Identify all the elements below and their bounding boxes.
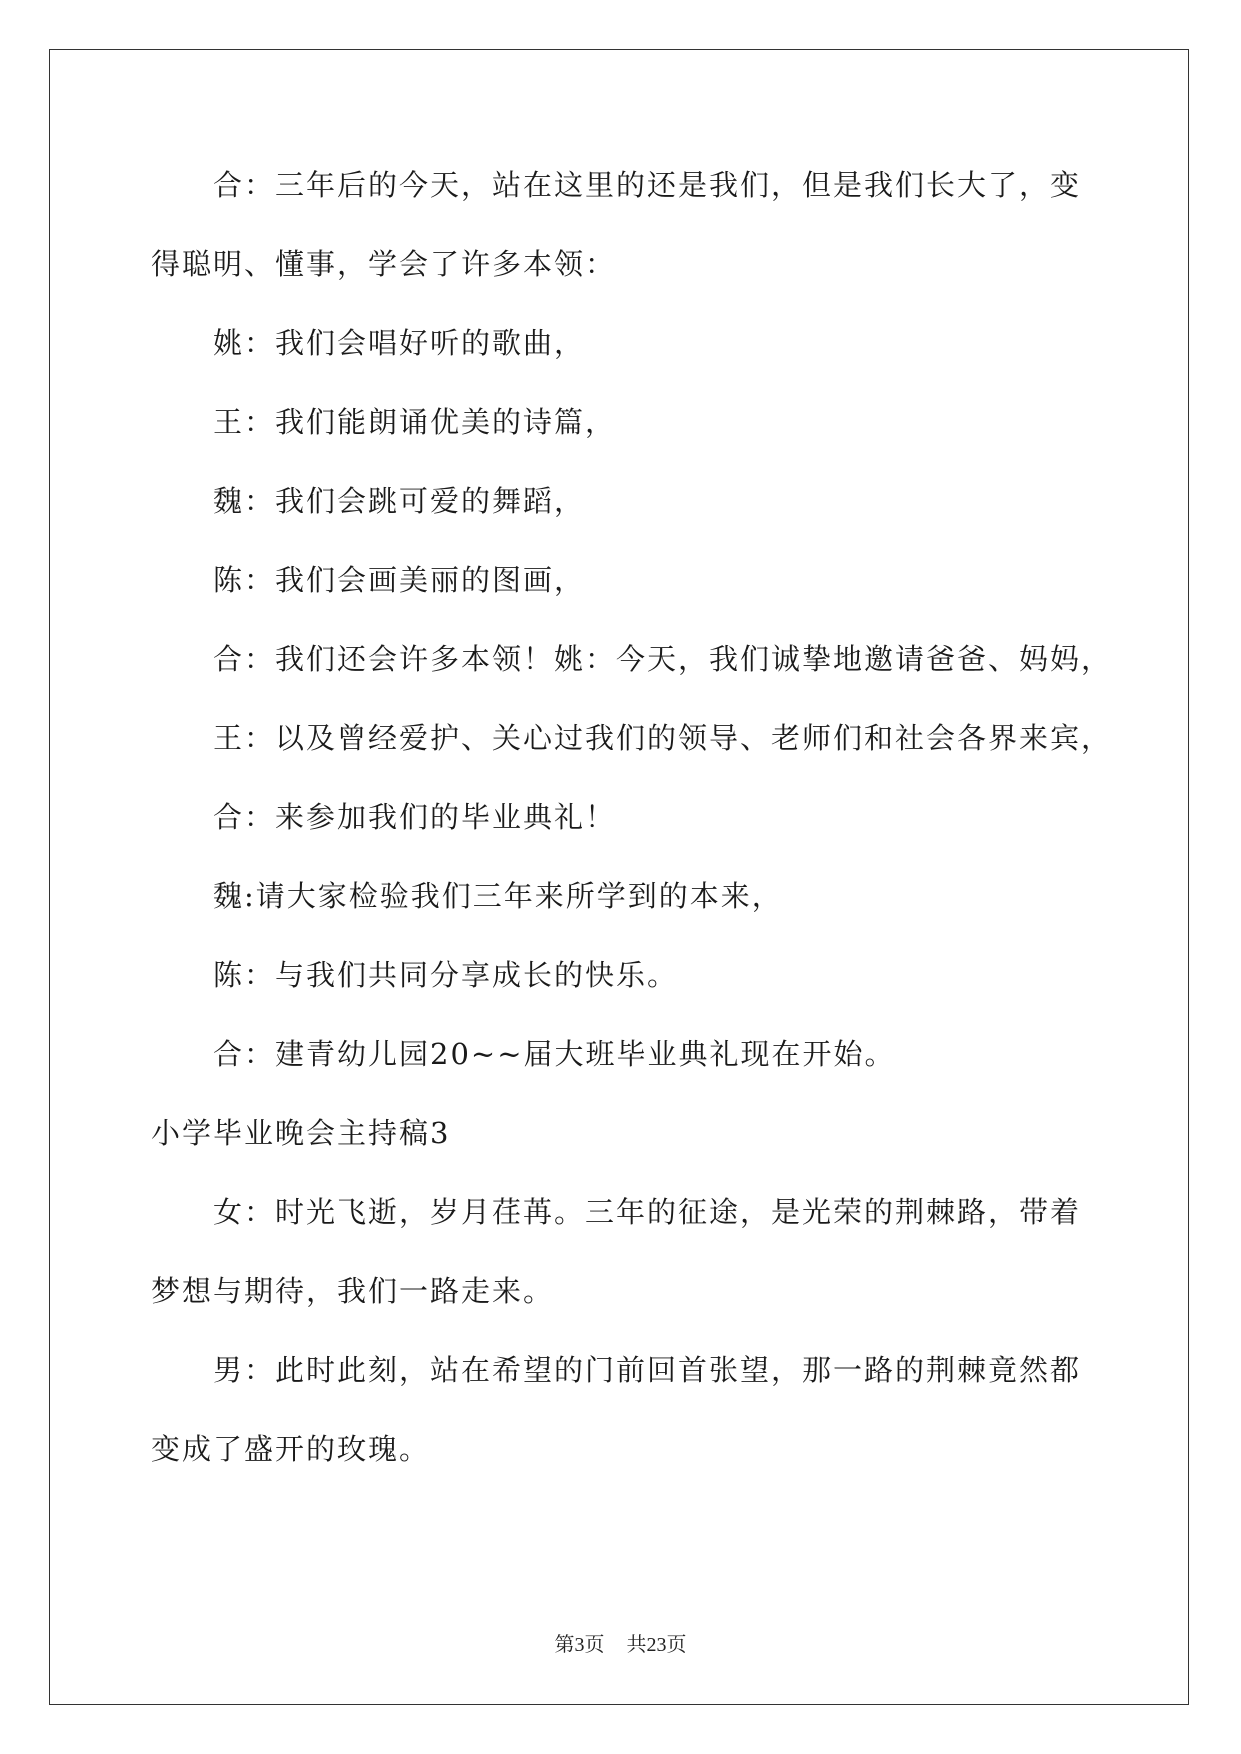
paragraph-line: 陈：与我们共同分享成长的快乐。 [213,958,679,992]
page-footer [0,1628,1241,1657]
paragraph-line: 男：此时此刻，站在希望的门前回首张望，那一路的荆棘竟然都 [213,1353,1082,1387]
paragraph-line: 王：以及曾经爱护、关心过我们的领导、老师们和社会各界来宾， [213,721,1113,755]
paragraph-line: 合：建青幼儿园20~~届大班毕业典礼现在开始。 [213,1037,896,1071]
paragraph-line: 合：我们还会许多本领！姚：今天，我们诚挚地邀请爸爸、妈妈， [213,642,1113,676]
page-number: 第3页 [554,1634,605,1656]
paragraph-line: 陈：我们会画美丽的图画， [213,563,586,597]
paragraph-line: 得聪明、懂事，学会了许多本领： [151,247,617,281]
section-heading: 小学毕业晚会主持稿3 [151,1116,451,1150]
paragraph-line: 姚：我们会唱好听的歌曲， [213,326,586,360]
paragraph-line: 女：时光飞逝，岁月荏苒。三年的征途，是光荣的荆棘路，带着 [213,1195,1082,1229]
paragraph-line: 合：三年后的今天，站在这里的还是我们，但是我们长大了，变 [213,168,1082,202]
paragraph-line: 梦想与期待，我们一路走来。 [151,1274,555,1308]
paragraph-line: 魏:请大家检验我们三年来所学到的本来， [213,879,783,913]
total-pages: 共23页 [626,1634,687,1656]
paragraph-line: 合：来参加我们的毕业典礼！ [213,800,617,834]
paragraph-line: 魏：我们会跳可爱的舞蹈， [213,484,586,518]
paragraph-line: 王：我们能朗诵优美的诗篇， [213,405,617,439]
paragraph-line: 变成了盛开的玫瑰。 [151,1432,431,1466]
